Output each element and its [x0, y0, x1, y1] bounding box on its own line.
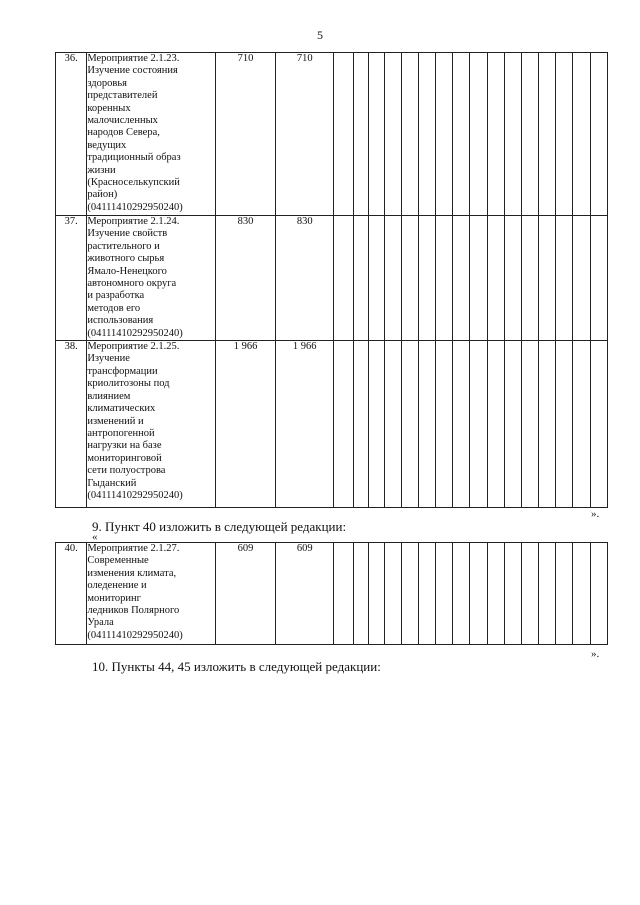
empty-cell	[556, 543, 573, 645]
empty-cell	[487, 341, 504, 508]
empty-cell	[521, 543, 538, 645]
empty-cell	[369, 53, 384, 216]
empty-cell	[436, 216, 453, 341]
empty-cell	[539, 543, 556, 645]
empty-cell	[573, 341, 590, 508]
empty-cell	[401, 216, 418, 341]
empty-cell	[556, 216, 573, 341]
row-number: 38.	[56, 341, 87, 508]
empty-cell	[590, 341, 607, 508]
empty-cell	[590, 53, 607, 216]
empty-cell	[453, 216, 470, 341]
empty-cell	[354, 341, 369, 508]
empty-cell	[504, 341, 521, 508]
empty-cell	[436, 53, 453, 216]
empty-cell	[354, 216, 369, 341]
empty-cell	[418, 53, 435, 216]
table-row	[56, 216, 608, 341]
main-table-body	[56, 53, 608, 508]
empty-cell	[470, 53, 487, 216]
empty-cell	[384, 341, 401, 508]
empty-cell	[573, 53, 590, 216]
empty-cell	[384, 543, 401, 645]
empty-cell	[369, 341, 384, 508]
empty-cell	[539, 216, 556, 341]
row-description: Мероприятие 2.1.25. Изучение трансформации криолитозоны под влиянием климатических изменений и антропогенной нагрузки на базе мониторинговой сети полуострова Гыданский (04111410292950240)	[87, 341, 215, 508]
row-description: Мероприятие 2.1.23. Изучение состояния здоровья представителей коренных малочисленных народов Севера, ведущих традиционный образ жизни (Красноселькупский район) (04111410292950240)	[87, 53, 215, 216]
empty-cell	[556, 53, 573, 216]
empty-cell	[334, 543, 354, 645]
empty-cell	[556, 341, 573, 508]
table-row	[56, 341, 608, 508]
empty-cell	[384, 53, 401, 216]
empty-cell	[504, 216, 521, 341]
empty-cell	[453, 543, 470, 645]
paragraph-10: 10. Пункты 44, 45 изложить в следующей редакции:	[92, 659, 381, 674]
empty-cell	[369, 216, 384, 341]
empty-cell	[436, 543, 453, 645]
row-value-2: 830	[276, 216, 334, 341]
opening-quote: «	[92, 531, 98, 543]
empty-cell	[384, 216, 401, 341]
empty-cell	[539, 341, 556, 508]
empty-cell	[354, 53, 369, 216]
row-value-2: 710	[276, 53, 334, 216]
empty-cell	[334, 53, 354, 216]
row-value-1: 1 966	[215, 341, 276, 508]
table-item-40-body	[56, 543, 608, 645]
row-value-1: 830	[215, 216, 276, 341]
main-table	[55, 52, 608, 508]
empty-cell	[521, 341, 538, 508]
empty-cell	[590, 543, 607, 645]
paragraph-9: 9. Пункт 40 изложить в следующей редакции:	[92, 519, 347, 534]
page-number: 5	[317, 28, 323, 42]
empty-cell	[369, 543, 384, 645]
table-row	[56, 543, 608, 645]
empty-cell	[573, 216, 590, 341]
empty-cell	[470, 543, 487, 645]
row-value-1: 609	[215, 543, 276, 645]
row-value-2: 1 966	[276, 341, 334, 508]
row-description: Мероприятие 2.1.24. Изучение свойств растительного и животного сырья Ямало-Ненецкого автономного округа и разработка методов его использования (04111410292950240)	[87, 216, 215, 341]
empty-cell	[401, 543, 418, 645]
empty-cell	[521, 53, 538, 216]
empty-cell	[487, 216, 504, 341]
row-description: Мероприятие 2.1.27. Современные изменения климата, оледенение и мониторинг ледников Полярного Урала (04111410292950240)	[87, 543, 215, 645]
empty-cell	[504, 543, 521, 645]
empty-cell	[453, 53, 470, 216]
empty-cell	[418, 341, 435, 508]
empty-cell	[521, 216, 538, 341]
empty-cell	[487, 543, 504, 645]
table-item-40	[55, 542, 608, 645]
empty-cell	[487, 53, 504, 216]
row-number: 40.	[56, 543, 87, 645]
empty-cell	[539, 53, 556, 216]
empty-cell	[354, 543, 369, 645]
empty-cell	[470, 341, 487, 508]
empty-cell	[401, 341, 418, 508]
row-value-2: 609	[276, 543, 334, 645]
empty-cell	[334, 341, 354, 508]
empty-cell	[504, 53, 521, 216]
closing-quote: ».	[591, 508, 600, 520]
empty-cell	[453, 341, 470, 508]
empty-cell	[418, 216, 435, 341]
empty-cell	[334, 216, 354, 341]
closing-quote: ».	[591, 648, 600, 660]
table-row	[56, 53, 608, 216]
row-value-1: 710	[215, 53, 276, 216]
empty-cell	[436, 341, 453, 508]
empty-cell	[573, 543, 590, 645]
empty-cell	[470, 216, 487, 341]
row-number: 37.	[56, 216, 87, 341]
empty-cell	[418, 543, 435, 645]
empty-cell	[590, 216, 607, 341]
empty-cell	[401, 53, 418, 216]
row-number: 36.	[56, 53, 87, 216]
